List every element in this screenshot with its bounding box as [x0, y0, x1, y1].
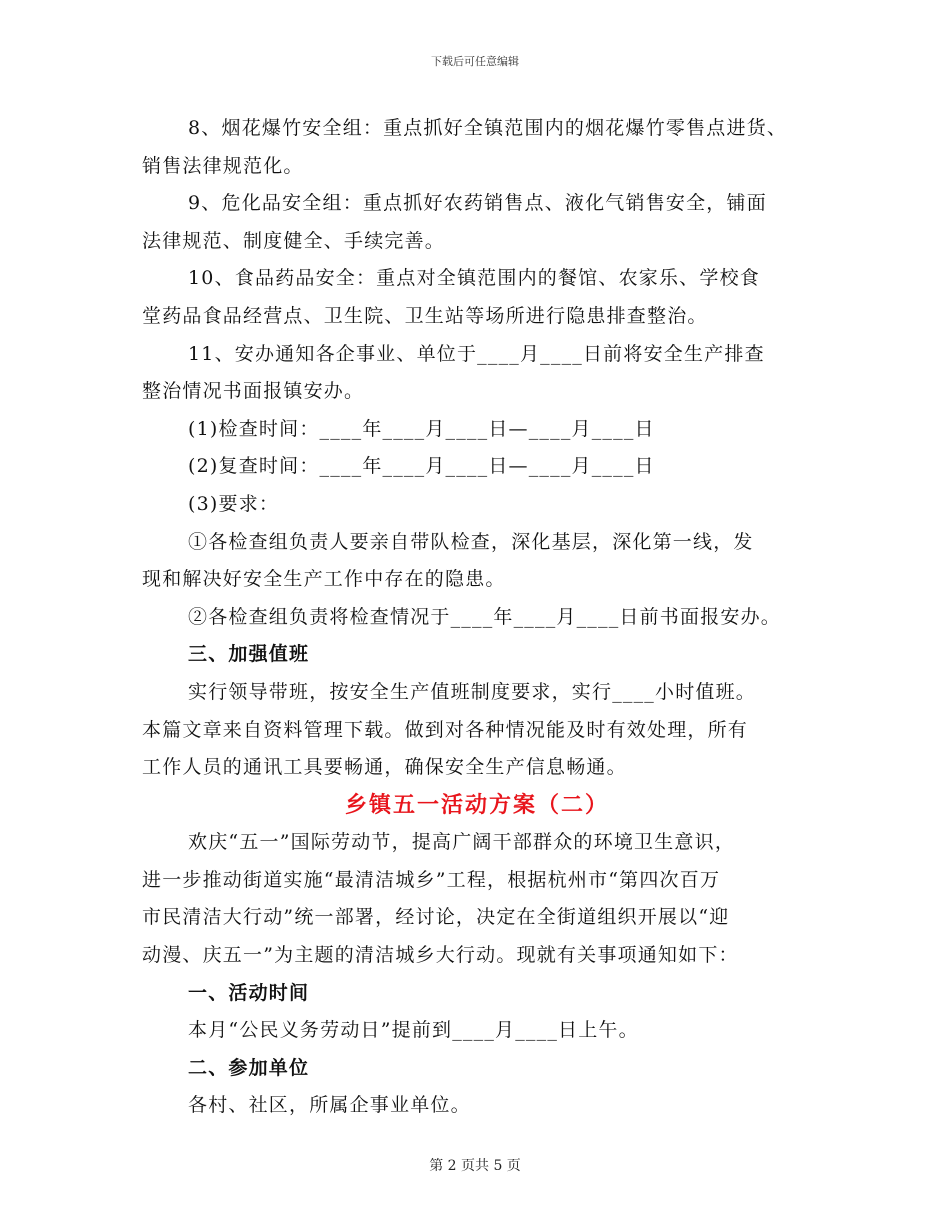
text-line: 8、烟花爆竹安全组：重点抓好全镇范围内的烟花爆竹零售点进货、 [188, 117, 788, 139]
page-footer: 第 2 页共 5 页 [429, 1158, 521, 1174]
text-line: 本月“公民义务劳动日”提前到____月____日上午。 [188, 1019, 639, 1042]
text-line: 11、安办通知各企事业、单位于____月____日前将安全生产排查 [188, 342, 765, 365]
text-line: ①各检查组负责人要亲自带队检查，深化基层，深化第一线，发 [188, 530, 754, 553]
text-line: 欢庆“五一”国际劳动节，提高广阔干部群众的环境卫生意识， [188, 831, 736, 854]
text-line: 现和解决好安全生产工作中存在的隐患。 [142, 568, 506, 591]
text-line: (2)复查时间：____年____月____日—____月____日 [188, 455, 655, 478]
page-header: 下载后可任意编辑 [431, 55, 519, 68]
text-line: 工作人员的通讯工具要畅通，确保安全生产信息畅通。 [142, 756, 627, 779]
text-line: 动漫、庆五一”为主题的清洁城乡大行动。现就有关事项通知如下： [142, 944, 739, 967]
text-line: 本篇文章来自资料管理下载。做到对各种情况能及时有效处理，所有 [142, 718, 749, 741]
text-line: 堂药品食品经营点、卫生院、卫生站等场所进行隐患排查整治。 [142, 304, 708, 327]
text-line: 进一步推动街道实施“最清洁城乡”工程，根据杭州市“第四次百万 [142, 868, 721, 891]
section-heading: 一、活动时间 [188, 981, 310, 1004]
text-line: 市民清洁大行动”统一部署，经讨论，决定在全街道组织开展以“迎 [142, 906, 730, 929]
text-line: (3)要求： [188, 492, 280, 515]
text-line: 整治情况书面报镇安办。 [142, 380, 365, 403]
text-line: 10、食品药品安全：重点对全镇范围内的餐馆、农家乐、学校食 [188, 267, 760, 290]
text-line: 实行领导带班，按安全生产值班制度要求，实行____小时值班。 [188, 680, 757, 703]
text-line: 销售法律规范化。 [142, 154, 304, 177]
text-line: 法律规范、制度健全、手续完善。 [142, 229, 446, 252]
section-heading: 二、参加单位 [188, 1056, 310, 1079]
text-line: 各村、社区，所属企事业单位。 [188, 1094, 471, 1117]
text-line: 9、危化品安全组：重点抓好农药销售点、液化气销售安全，铺面 [188, 192, 767, 215]
section-heading: 三、加强值班 [188, 643, 310, 666]
document-body [142, 110, 812, 1125]
text-line: ②各检查组负责将检查情况于____年____月____日前书面报安办。 [188, 605, 782, 628]
text-line: (1)检查时间：____年____月____日—____月____日 [188, 417, 655, 440]
section-title: 乡镇五一活动方案（二） [344, 791, 609, 818]
